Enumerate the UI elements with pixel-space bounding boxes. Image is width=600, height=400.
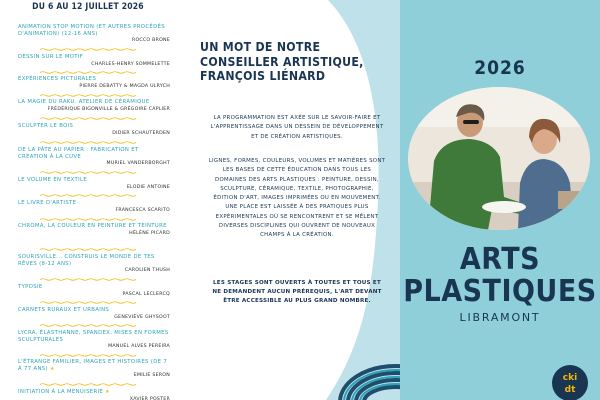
list-item — [18, 54, 170, 68]
course-title: INITIATION À LA MENUISERIE ★ — [18, 389, 111, 395]
wavy-divider — [40, 383, 136, 386]
course-title: LE LIVRE D'ARTISTE — [18, 200, 77, 206]
star-icon: ★ — [105, 389, 111, 395]
list-item — [18, 177, 170, 191]
course-author: CAROLIEN THUSH — [124, 268, 170, 274]
course-author: GENEVIÈVE GHYSOOT — [114, 314, 170, 320]
course-title: DESSIN SUR LE MOTIF — [18, 54, 84, 60]
course-title: CHROMA, LA COULEUR EN PEINTURE ET TEINTURE — [18, 223, 167, 229]
wavy-divider — [40, 117, 136, 120]
course-title: DE LA PÂTE AU PAPIER : FABRICATION ET CRÉATION À LA CUVE — [18, 147, 139, 160]
course-author: PIERRE DEBATTY & MAGDA ULRYCH — [79, 83, 170, 89]
course-author: MURIEL VANDERBORGHT — [106, 161, 170, 167]
course-author: ROCCO BRONE — [131, 38, 170, 44]
list-item — [18, 99, 170, 113]
list-item — [18, 307, 170, 321]
editorial-title: UN MOT DE NOTRE CONSEILLER ARTISTIQUE, FRANÇOIS LIÉNARD — [200, 40, 364, 83]
editorial-note: LES STAGES SONT OUVERTS À TOUTES ET TOUS ET NE DEMANDENT AUCUN PRÉREQUIS, L'ART DEVANT ÊTRE ACCESSIBLE AU PLUS GRAND NOMBRE. — [212, 280, 382, 305]
wavy-divider — [40, 141, 136, 144]
list-item — [18, 284, 170, 298]
editorial-panel — [176, 0, 400, 400]
list-item — [18, 123, 170, 137]
course-title: CARNETS RURAUX ET URBAINS — [18, 307, 110, 313]
course-author: MANUEL ALVES PEREIRA — [108, 344, 170, 350]
course-title: TYPOSIE — [18, 284, 43, 290]
list-item — [18, 223, 170, 237]
course-author: HÉLÈNE PICARD — [129, 230, 170, 236]
course-title: SCULPTER LE BOIS — [18, 123, 74, 129]
course-title: LA MAGIE DU RAKU. ATELIER DE CÉRAMIQUE — [18, 99, 150, 105]
location: LIBRAMONT — [459, 311, 541, 324]
star-icon: ★ — [49, 365, 55, 372]
course-author: ELODIE ANTOINE — [126, 184, 170, 190]
date-header: DU 6 AU 12 JUILLET 2026 — [32, 2, 144, 12]
course-author: XAVIER POSTER — [129, 396, 170, 400]
list-item — [18, 147, 170, 167]
wavy-divider — [40, 301, 136, 304]
main-title-line: PLASTIQUES — [403, 274, 597, 309]
list-item — [18, 76, 170, 90]
rainbow-arc-shape — [336, 362, 400, 400]
editorial-paragraph: LA PROGRAMMATION EST AXÉE SUR LE SAVOIR-FAIRE ET L'APPRENTISSAGE DANS UN DESSEIN DE DÉVELOPPEMENT ET DE CRÉATION ARTISTIQUES. — [210, 115, 384, 140]
course-title: LYCRA, ÉLASTHANNE, SPANDEX. MISES EN FORMES SCULPTURALES — [18, 330, 169, 343]
wavy-divider — [40, 71, 136, 74]
wavy-divider — [40, 248, 136, 251]
course-author: PASCAL LECLERCQ — [122, 291, 170, 297]
course-title: SOURISVILLE... CONSTRUIS LE MONDE DE TES RÊVES (8-12 ANS) — [18, 254, 155, 267]
course-author: DIDIER SCHAUTERDEN — [112, 130, 170, 136]
main-title — [400, 244, 600, 308]
course-title: EXPÉRIENCES PICTURALES — [18, 76, 97, 82]
course-author: EMILIE SERON — [133, 373, 170, 379]
main-title-line: ARTS — [459, 242, 541, 277]
svg-text:cki: cki — [562, 373, 578, 383]
list-item — [18, 254, 170, 274]
cki-logo — [552, 365, 588, 400]
course-author: CHARLES-HENRY SOMMELETTE — [91, 61, 170, 67]
course-author: FRÉDÉRIQUE BIGONVILLE & GRÉGOIRE CAPLIER — [47, 106, 170, 112]
course-author: FRANCESCA SCARITO — [115, 207, 170, 213]
list-item — [18, 200, 170, 214]
wavy-divider — [40, 48, 136, 51]
list-item — [18, 359, 170, 379]
course-title: L'ÉTRANGE FAMILIER, IMAGES ET HISTOIRES (DE 7 À 77 ANS) ★ — [18, 359, 168, 372]
wavy-divider — [40, 354, 136, 357]
wavy-divider — [40, 94, 136, 97]
course-title: ANIMATION STOP MOTION (ET AUTRES PROCÉDÉS D'ANIMATION) (12-16 ANS) — [18, 24, 165, 37]
wavy-divider — [40, 171, 136, 174]
editorial-paragraph: LIGNES, FORMES, COULEURS, VOLUMES ET MATIÈRES SONT LES BASES DE CETTE ÉDUCATION DANS TOUS LES DOMAINES DES ARTS PLASTIQUES : PEINTURE, DESSIN, SCULPTURE, CÉRAMIQUE, TEXTILE, PHOTOGRAPHIE, ÉDITION D'ART, IMAGES IMPRIMÉES OU EN MOUVEMENT. UNE PLACE EST LAISSÉE À DES PRATIQUES PLUS EXPÉRIMENTALES OÙ SE RENCONTRENT ET SE MÊLENT DIVERSES DISCIPLINES QUI OUVRENT DE NOUVEAUX CHAMPS À LA CRÉATION. — [208, 158, 386, 239]
wavy-divider — [40, 278, 136, 281]
list-item — [18, 24, 170, 44]
year: 2026 — [474, 57, 526, 79]
svg-text:dt: dt — [564, 385, 576, 395]
workshop-photo — [408, 87, 590, 230]
schedule-panel — [0, 0, 176, 400]
list-item — [18, 389, 170, 400]
course-title: LE VOLUME EN TEXTILE — [18, 177, 88, 183]
wavy-divider — [40, 324, 136, 327]
cover-panel — [400, 0, 600, 400]
wavy-divider — [40, 218, 136, 221]
wavy-divider — [40, 194, 136, 197]
list-item — [18, 330, 170, 350]
